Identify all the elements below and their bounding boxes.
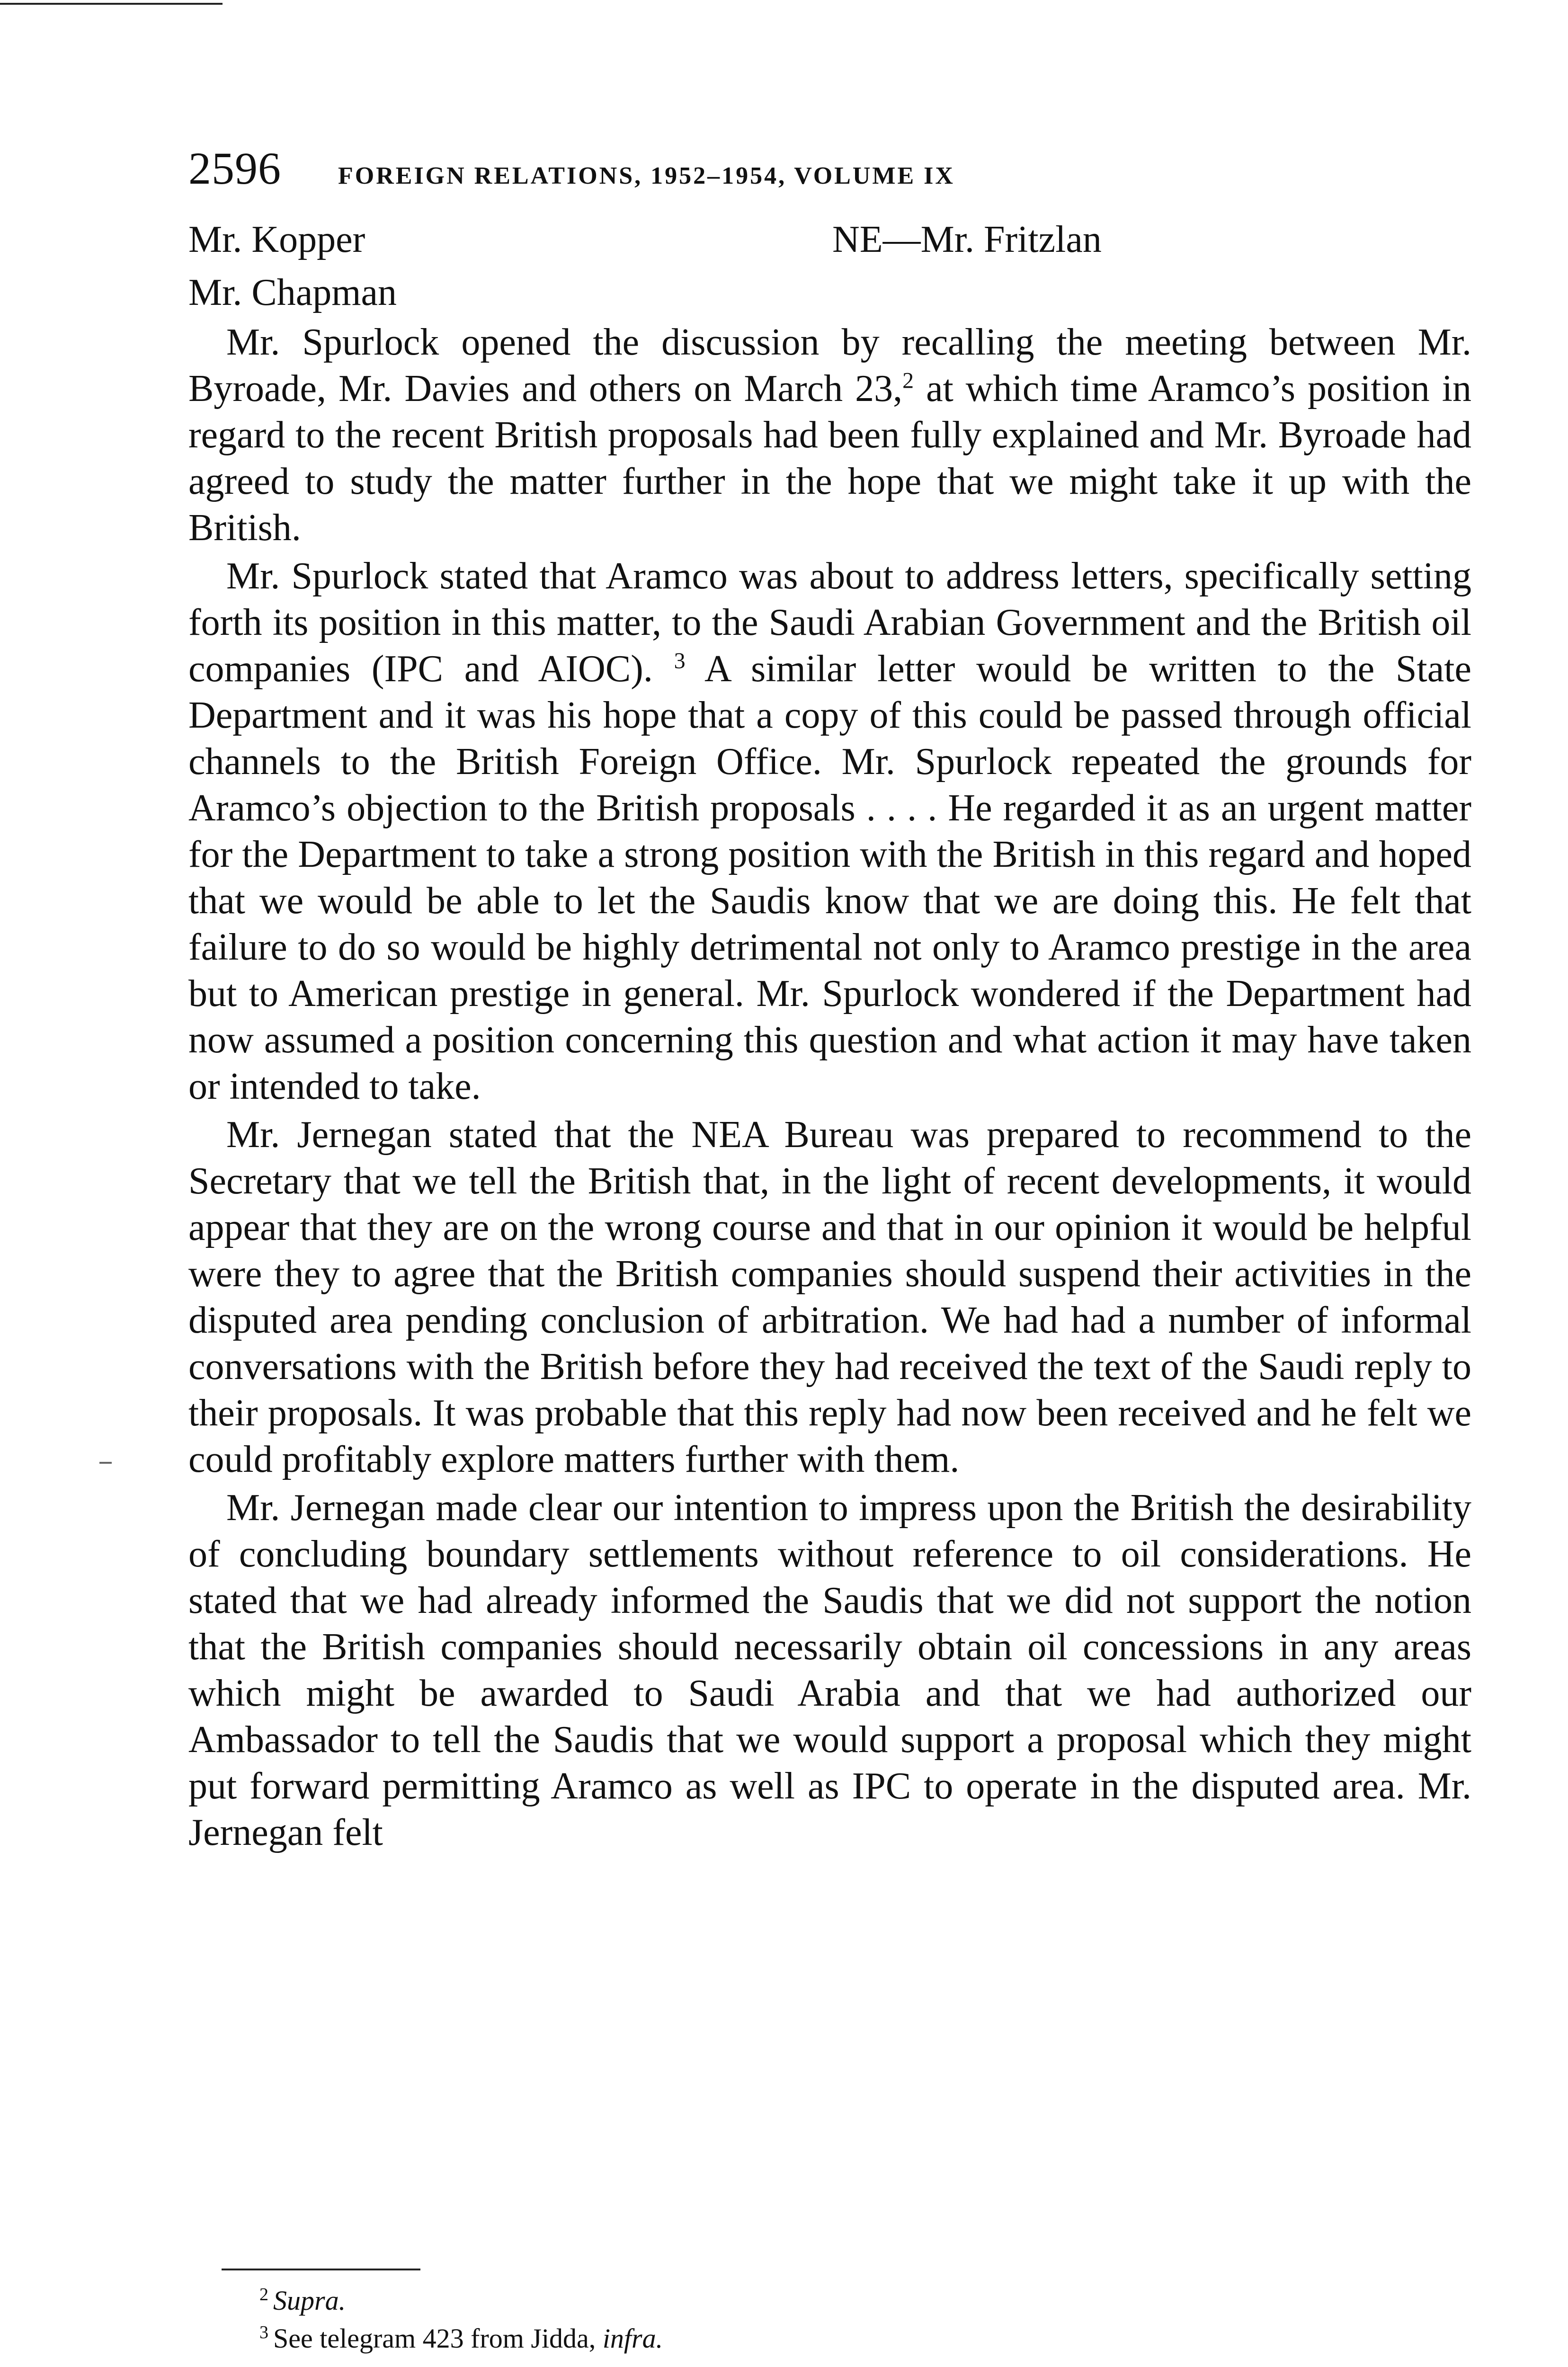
page-number: 2596 xyxy=(188,143,281,194)
footnote xyxy=(259,2282,663,2320)
attendee-row xyxy=(188,266,1471,319)
footnote-number: 3 xyxy=(259,2322,268,2342)
footnote-text: Supra. xyxy=(273,2285,346,2316)
body-text xyxy=(188,319,1471,1856)
paragraph xyxy=(188,1112,1471,1483)
paragraph-text: Mr. Spurlock stated that Aramco was about to address letters, specifically setting forth its position in this matter, to the Saudi Arabian Government and the British oil companies (IPC and AIOC). xyxy=(188,555,1471,690)
attendee-list xyxy=(188,213,1471,319)
footnote-reference: 2 xyxy=(902,368,914,393)
attendee-name: NE—Mr. Fritzlan xyxy=(832,219,1102,260)
footnote xyxy=(259,2320,663,2358)
scan-edge-line xyxy=(0,3,223,5)
paragraph-text: Mr. Spurlock opened the discussion by recalling the meeting between Mr. Byroade, Mr. Davies and others on March 23, xyxy=(188,321,1471,409)
footnote-divider xyxy=(222,2269,420,2270)
attendee-row xyxy=(188,213,1471,266)
footnotes xyxy=(259,2282,663,2358)
footnote-reference: 3 xyxy=(674,648,686,674)
footnote-number: 2 xyxy=(259,2284,268,2305)
attendee-name: Mr. Kopper xyxy=(188,219,365,260)
attendee-name: Mr. Chapman xyxy=(188,272,397,313)
paragraph-text: A similar letter would be written to the State Department and it was his hope that a copy of this could be passed through official channels to the British Foreign Office. Mr. Spurlock repeated the grounds for Aramco’s objection to the British proposals . . . . He regarded it as an urgent matter for the Department to take a strong position with the British in this regard and hoped that we would be able to let the Saudis know that we are doing this. He felt that failure to do so would be highly detrimental not only to Aramco prestige in the area but to American prestige in general. Mr. Spurlock wondered if the Department had now assumed a position concerning this question and what action it may have taken or intended to take. xyxy=(188,648,1472,1107)
paragraph-text: Mr. Jernegan made clear our intention to impress upon the British the desirability of concluding boundary settlements without reference to oil considerations. He stated that we had already informed the Saudis that we did not support the notion that the British companies should necessarily obtain oil concessions in any areas which might be awarded to Saudi Arabia and that we had authorized our Ambassador to tell the Saudis that we would support a proposal which they might put forward permitting Aramco as well as IPC to operate in the disputed area. Mr. Jernegan felt xyxy=(188,1487,1471,1853)
footnote-text-italic: infra. xyxy=(602,2323,663,2354)
running-head xyxy=(188,142,1471,208)
running-title: FOREIGN RELATIONS, 1952–1954, VOLUME IX xyxy=(338,162,955,189)
document-page xyxy=(188,142,1471,1858)
paragraph-text: at which time Aramco’s position in regard to the recent British proposals had been fully explained and Mr. Byroade had agreed to study the matter further in the hope that we might take it up with the British. xyxy=(188,368,1471,549)
margin-mark xyxy=(99,1462,112,1464)
footnote-text: See telegram 423 from Jidda, xyxy=(273,2323,603,2354)
paragraph-text: Mr. Jernegan stated that the NEA Bureau was prepared to recommend to the Secretary that we tell the British that, in the light of recent developments, it would appear that they are on the wrong course and that in our opinion it would be helpful were they to agree that the British companies should suspend their activities in the disputed area pending conclusion of arbitration. We had had a number of informal conversations with the British before they had received the text of the Saudi reply to their proposals. It was probable that this reply had now been received and he felt we could profitably explore matters further with them. xyxy=(188,1114,1471,1480)
paragraph xyxy=(188,319,1471,551)
paragraph xyxy=(188,553,1471,1110)
paragraph xyxy=(188,1485,1471,1856)
